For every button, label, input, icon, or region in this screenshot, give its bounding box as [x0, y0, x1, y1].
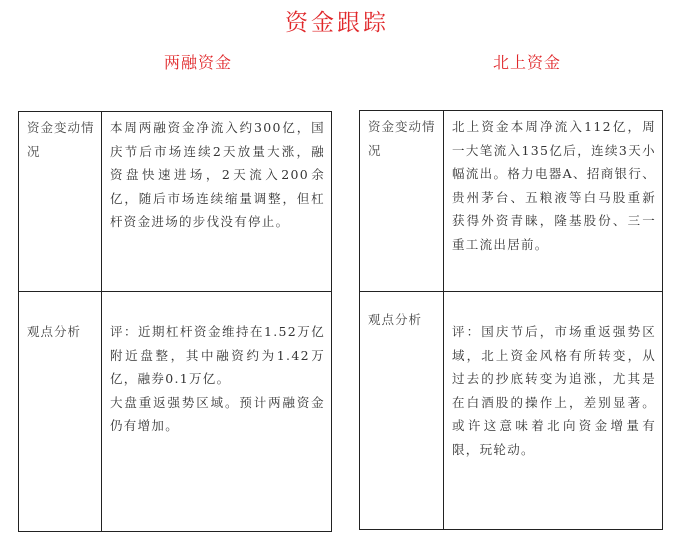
- row-label-fund-change: 资金变动情况: [19, 112, 102, 292]
- row-label-analysis: 观点分析: [360, 292, 444, 530]
- fund-change-text: 本周两融资金净流入约300亿，国庆节后市场连续2天放量大涨，融资盘快速进场，2天流入200余亿，随后市场连续缩量调整，但杠杆资金进场的步伐没有停止。: [102, 112, 332, 292]
- table-row: [19, 112, 332, 292]
- margin-financing-table: [18, 111, 332, 532]
- table-row: [360, 292, 663, 530]
- analysis-paragraph: 大盘重返强势区域。预计两融资金仍有增加。: [110, 394, 325, 433]
- table-row: [19, 292, 332, 532]
- right-section-heading: 北上资金: [493, 53, 562, 72]
- left-section-heading: 两融资金: [164, 53, 233, 72]
- analysis-paragraph: 评：近期杠杆资金维持在1.52万亿附近盘整，其中融资约为1.42万亿，融券0.1万亿。: [110, 324, 325, 386]
- fund-change-text: 北上资金本周净流入112亿，周一大笔流入135亿后，连续3天小幅流出。格力电器A、招商银行、贵州茅台、五粮液等白马股重新获得外资青睐，隆基股份、三一重工流出居前。: [444, 111, 663, 292]
- analysis-text: 评：国庆节后，市场重返强势区域，北上资金风格有所转变，从过去的抄底转变为追涨，尤其是在白酒股的操作上，差别显著。或许这意味着北向资金增量有限，玩轮动。: [444, 292, 663, 530]
- page-title: 资金跟踪: [285, 10, 389, 36]
- northbound-funds-table: [359, 110, 663, 530]
- row-label-fund-change: 资金变动情况: [360, 111, 444, 292]
- row-label-analysis: 观点分析: [19, 292, 102, 532]
- table-row: [360, 111, 663, 292]
- analysis-text: [102, 292, 332, 532]
